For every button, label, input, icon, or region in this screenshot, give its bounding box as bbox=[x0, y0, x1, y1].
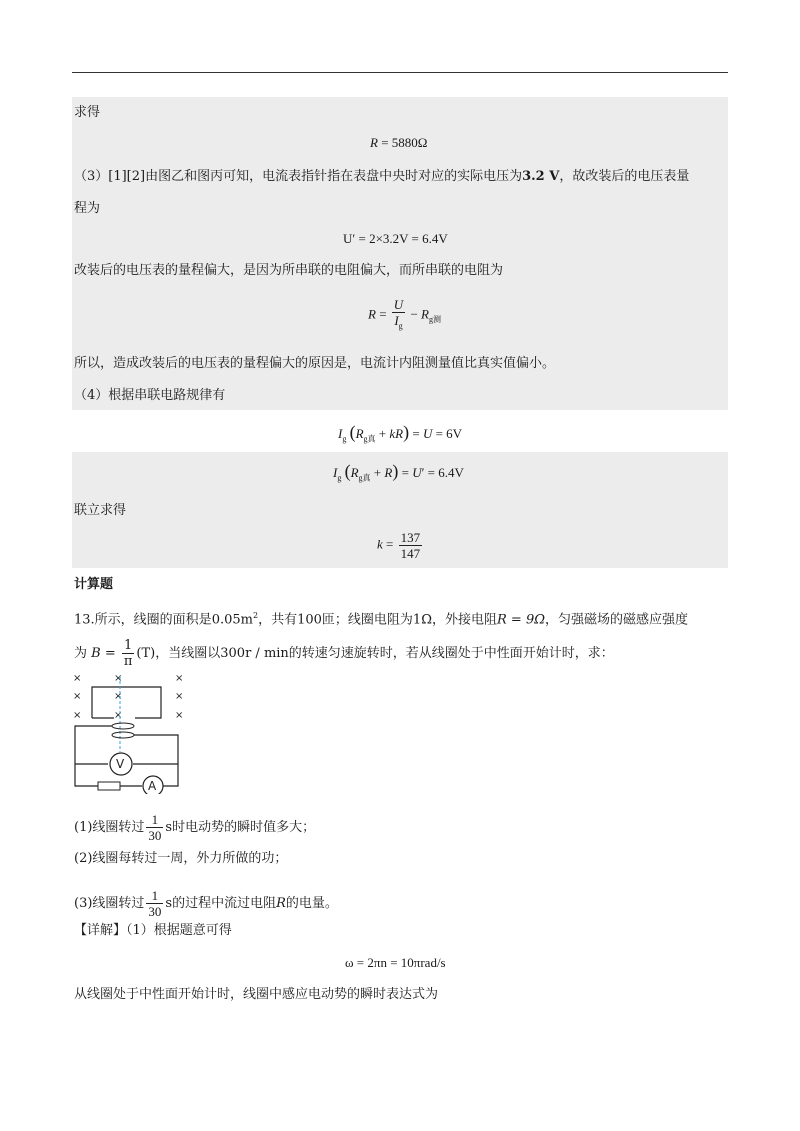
slip-ring bbox=[112, 723, 134, 729]
text-qiude: 求得 bbox=[74, 105, 101, 120]
voltmeter-label: V bbox=[116, 757, 125, 771]
resistor bbox=[98, 782, 120, 790]
field-mark: × bbox=[175, 673, 184, 684]
field-mark: × bbox=[73, 691, 82, 702]
question-13-line2: 为 B = $\frac{1}{\pi}$ (T)，当线圈以300r / min的转速匀速旋转时，若从线圈处于中性面开始计时，求： bbox=[74, 638, 614, 669]
equation-k: k = $\frac{137}{147}$ bbox=[377, 530, 421, 561]
coil-loop bbox=[92, 687, 161, 718]
sub-question-1: (1)线圈转过 $\frac{1}{30}$ s时电动势的瞬时值多大； bbox=[74, 812, 316, 843]
paragraph-3: （3）[1][2]由图乙和图丙可知，电流表指针指在表盘中央时对应的实际电压为3.2 V，故改装后的电压表量 bbox=[74, 169, 690, 184]
paragraph-3-cont: 程为 bbox=[74, 201, 101, 216]
field-mark: × bbox=[73, 710, 82, 721]
paragraph-4: （4）根据串联电路规律有 bbox=[74, 388, 226, 403]
field-mark: × bbox=[175, 710, 184, 721]
detail-heading: 【详解】（1）根据题意可得 bbox=[74, 923, 232, 938]
field-mark: × bbox=[175, 691, 184, 702]
field-mark: × bbox=[114, 710, 123, 721]
paragraph-reason: 改装后的电压表的量程偏大，是因为所串联的电阻偏大，而所串联的电阻为 bbox=[74, 263, 504, 278]
slip-ring bbox=[112, 732, 134, 738]
paragraph-conclusion: 所以，造成改装后的电压表的量程偏大的原因是，电流计内阻测量值比真实值偏小。 bbox=[74, 356, 556, 371]
equation-r-formula: R = $\frac{U}{I_g}$ − $R_{g测}$ bbox=[368, 297, 441, 331]
question-13-line1: 13.所示，线圈的面积是$0.05m^2$，共有100匝；线圈电阻为1Ω，外接电阻R = 9Ω，匀强磁场的磁感应强度 bbox=[74, 611, 689, 628]
field-mark: × bbox=[114, 691, 123, 702]
equation-4a: $I_g$ $(R_{g真} + kR) = U = 6V$ bbox=[338, 422, 463, 444]
circuit-figure bbox=[70, 668, 200, 794]
sub-question-2: (2)线圈每转过一周，外力所做的功； bbox=[74, 851, 288, 866]
field-mark: × bbox=[114, 673, 123, 684]
ammeter-label: A bbox=[148, 779, 157, 793]
paragraph-joint: 联立求得 bbox=[74, 503, 127, 518]
equation-omega: ω = 2πn = 10πrad/s bbox=[345, 955, 446, 970]
section-title: 计算题 bbox=[74, 577, 114, 592]
paragraph-final: 从线圈处于中性面开始计时，线圈中感应电动势的瞬时表达式为 bbox=[74, 987, 439, 1002]
field-mark: × bbox=[73, 673, 82, 684]
equation-4b: $I_g$ $(R_{g真} + R) = U' = 6.4V$ bbox=[333, 461, 464, 483]
header-rule bbox=[72, 72, 728, 73]
equation-r-value: R = 5880Ω bbox=[370, 135, 428, 150]
sub-question-3: (3)线圈转过 $\frac{1}{30}$ s的过程中流过电阻R的电量。 bbox=[74, 888, 338, 919]
equation-u-prime: U′ = 2×3.2V = 6.4V bbox=[343, 231, 448, 246]
